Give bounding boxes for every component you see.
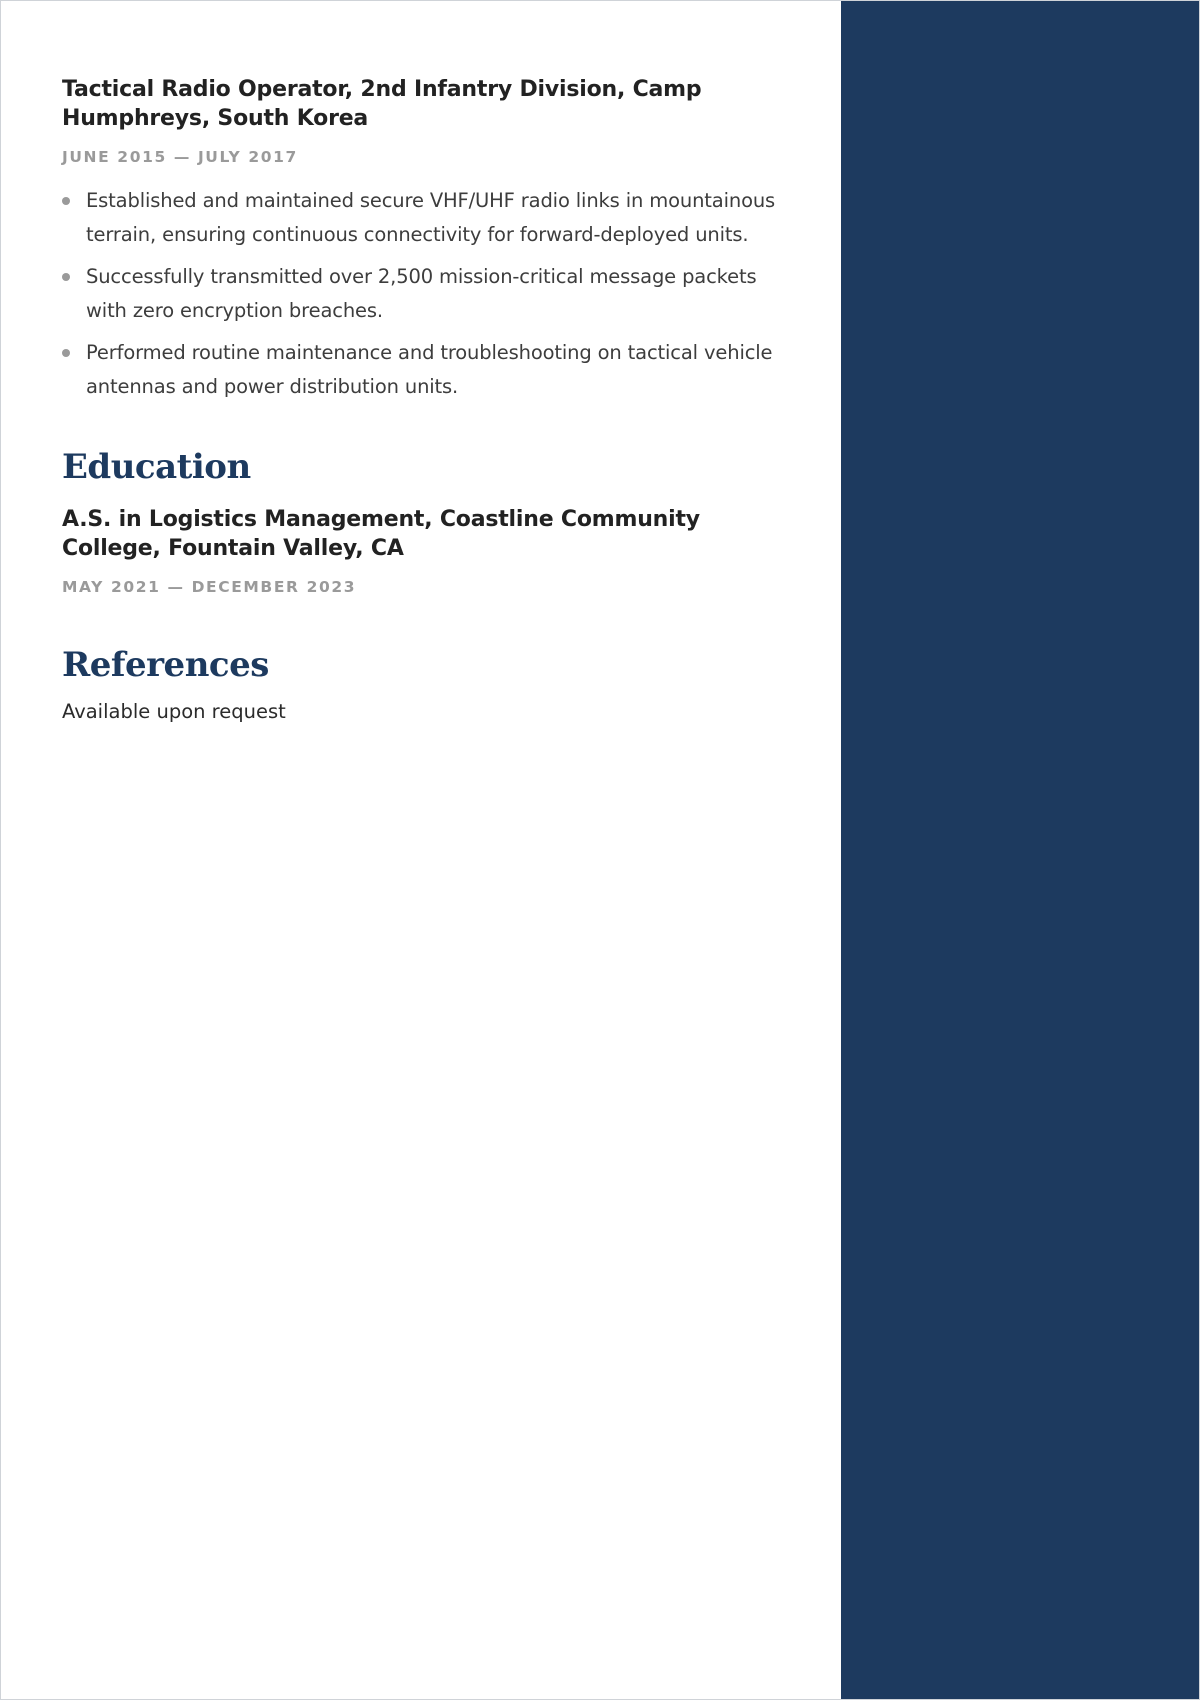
sidebar-panel xyxy=(841,1,1199,1699)
education-degree: A.S. in Logistics Management, Coastline Community College, Fountain Valley, CA xyxy=(62,507,700,561)
job-bullet xyxy=(62,184,792,251)
job-date-range: JUNE 2015 — JULY 2017 xyxy=(62,148,298,166)
bullet-dot-icon xyxy=(62,273,70,281)
education-date-range: MAY 2021 — DECEMBER 2023 xyxy=(62,578,357,596)
job-bullet xyxy=(62,336,792,403)
education-section xyxy=(62,445,792,597)
job-title: Tactical Radio Operator, 2nd Infantry Division, Camp Humphreys, South Korea xyxy=(62,77,702,131)
bullet-dot-icon xyxy=(62,197,70,205)
job-bullet-text: Successfully transmitted over 2,500 mission-critical message packets with zero encryption breaches. xyxy=(86,265,757,322)
experience-entry xyxy=(62,75,792,403)
references-text: Available upon request xyxy=(62,700,286,723)
references-heading: References xyxy=(62,645,269,685)
education-heading: Education xyxy=(62,447,251,487)
job-bullet-text: Established and maintained secure VHF/UHF radio links in mountainous terrain, ensuring continuous connectivity for forward-deployed units. xyxy=(86,189,776,246)
job-bullet-list xyxy=(62,184,792,403)
bullet-dot-icon xyxy=(62,349,70,357)
main-column xyxy=(62,75,792,725)
job-bullet-text: Performed routine maintenance and troubleshooting on tactical vehicle antennas and power distribution units. xyxy=(86,341,773,398)
job-bullet xyxy=(62,260,792,327)
references-section xyxy=(62,643,792,725)
